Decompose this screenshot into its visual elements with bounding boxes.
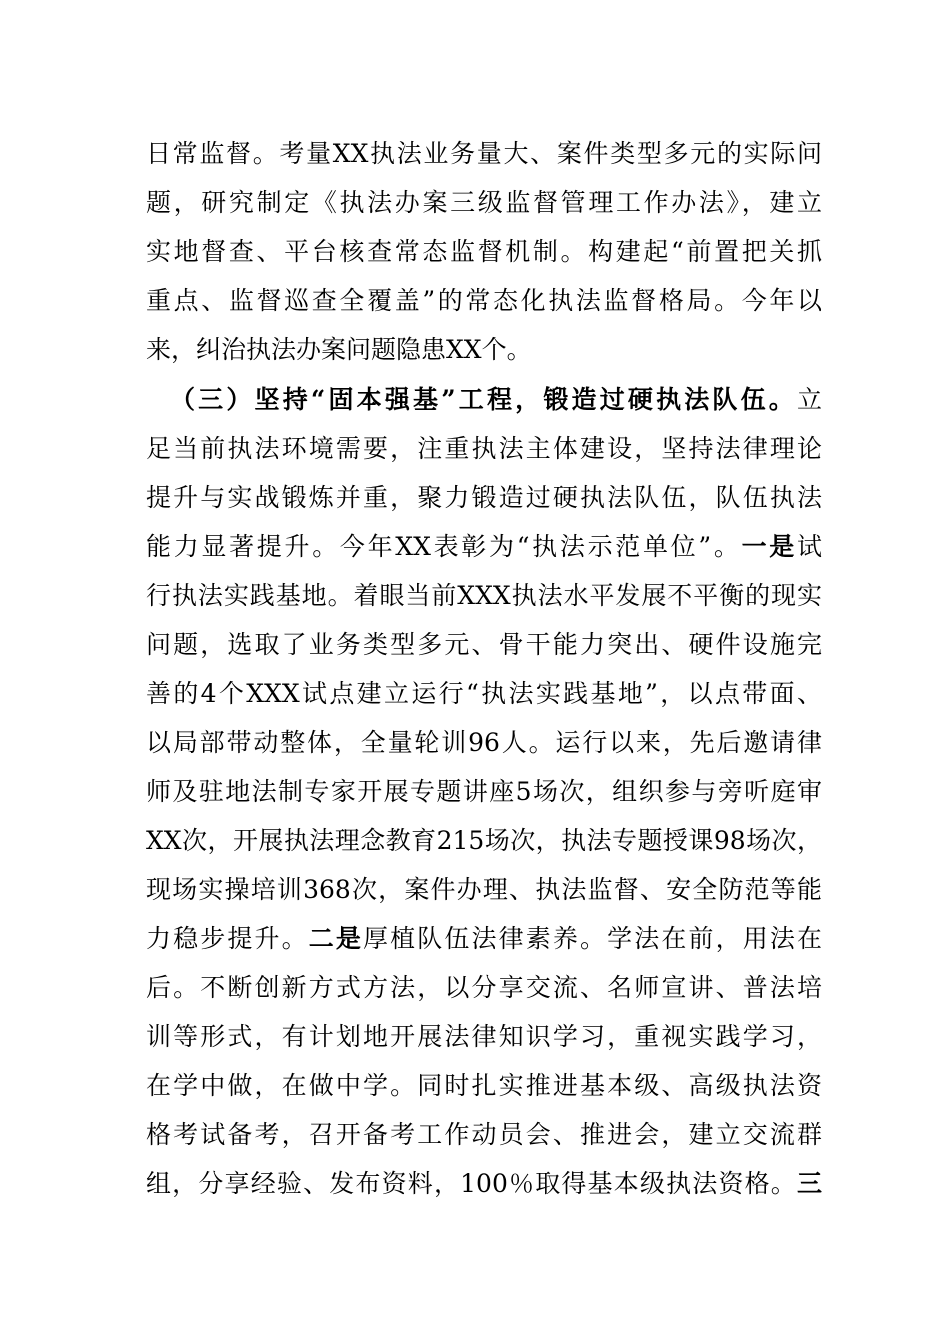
text-line: 格考试备考，召开备考工作动员会、推进会，建立交流群 — [146, 1120, 822, 1149]
point-marker: 二是 — [308, 924, 363, 953]
paragraph-2 — [146, 375, 822, 1208]
text-run: 力稳步提升。 — [146, 924, 309, 953]
text-line: XX次，开展执法理念教育215场次，执法专题授课98场次， — [146, 826, 822, 855]
point-marker: 三 — [796, 1169, 822, 1198]
text-run: 能力显著提升。今年XX表彰为“执法示范单位”。 — [146, 532, 742, 561]
text-line: 实地督查、平台核查常态监督机制。构建起“前置把关抓 — [146, 237, 822, 266]
text-line: 现场实操培训368次，案件办理、执法监督、安全防范等能 — [146, 875, 822, 904]
section-heading: （三）坚持“固本强基”工程，锻造过硬执法队伍。 — [170, 385, 797, 414]
text-line: 题，研究制定《执法办案三级监督管理工作办法》，建立 — [146, 188, 822, 217]
text-line: 来，纠治执法办案问题隐患XX个。 — [146, 335, 532, 364]
text-line: 善的4个XXX试点建立运行“执法实践基地”，以点带面、 — [146, 679, 822, 708]
text-run: 厚植队伍法律素养。学法在前，用法在 — [363, 924, 822, 953]
text-line — [146, 522, 822, 571]
text-line: 提升与实战锻炼并重，聚力锻造过硬执法队伍，队伍执法 — [146, 483, 822, 512]
text-line: 训等形式，有计划地开展法律知识学习，重视实践学习， — [146, 1022, 822, 1051]
text-line: 行执法实践基地。着眼当前XXX执法水平发展不平衡的现实 — [146, 581, 822, 610]
text-line — [146, 1159, 822, 1208]
point-marker: 一是 — [741, 532, 797, 561]
text-line — [146, 914, 822, 963]
text-line: 日常监督。考量XX执法业务量大、案件类型多元的实际问 — [146, 139, 822, 168]
text-line — [146, 375, 822, 424]
text-line: 以局部带动整体，全量轮训96人。运行以来，先后邀请律 — [146, 728, 822, 757]
text-line: 足当前执法环境需要，注重执法主体建设，坚持法律理论 — [146, 434, 822, 463]
text-run: 试 — [796, 532, 822, 561]
text-line: 师及驻地法制专家开展专题讲座5场次，组织参与旁听庭审 — [146, 777, 822, 806]
text-run: 组，分享经验、发布资料，100％取得基本级执法资格。 — [146, 1169, 797, 1198]
text-line: 问题，选取了业务类型多元、骨干能力突出、硬件设施完 — [146, 630, 822, 659]
paragraph-1 — [146, 129, 822, 374]
text-line: 重点、监督巡查全覆盖”的常态化执法监督格局。今年以 — [146, 286, 822, 315]
text-run: 立 — [796, 385, 822, 414]
text-line: 在学中做，在做中学。同时扎实推进基本级、高级执法资 — [146, 1071, 822, 1100]
text-line: 后。不断创新方式方法，以分享交流、名师宣讲、普法培 — [146, 973, 822, 1002]
